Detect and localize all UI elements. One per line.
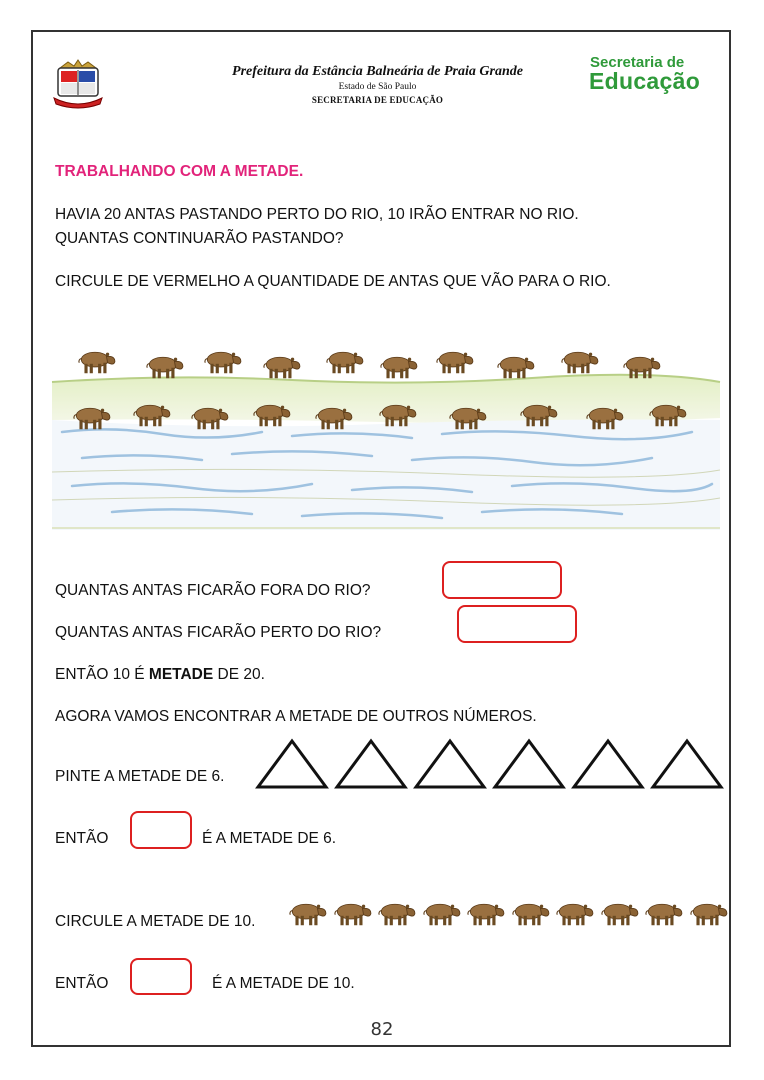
tapir-icon	[286, 899, 328, 928]
triangle-shape[interactable]	[414, 739, 486, 789]
tapir-icon	[433, 347, 475, 376]
tapir-icon	[494, 352, 536, 381]
tapir-icon	[553, 899, 595, 928]
triangle-shape[interactable]	[651, 739, 723, 789]
triangle-shape[interactable]	[572, 739, 644, 789]
answer-box-near-river[interactable]	[457, 605, 577, 643]
prefecture-title: Prefeitura da Estância Balneária de Praia Grande	[232, 64, 523, 79]
question-near-river: QUANTAS ANTAS FICARÃO PERTO DO RIO?	[55, 624, 382, 641]
brand-line1: Secretaria de	[590, 54, 685, 71]
tapir-icon	[70, 403, 112, 432]
tapir-icon	[75, 347, 117, 376]
conclusion-post: DE 20.	[213, 666, 265, 683]
tapir-icon	[620, 352, 662, 381]
city-coat-of-arms-icon	[50, 58, 106, 110]
then-label-1: ENTÃO	[55, 830, 109, 847]
worksheet-heading: TRABALHANDO COM A METADE.	[55, 163, 304, 180]
brand-line2: Educação	[589, 68, 701, 94]
answer-box-outside-river[interactable]	[442, 561, 562, 599]
tapir-icon	[509, 899, 551, 928]
tapir-icon	[201, 347, 243, 376]
half-of-6-text: É A METADE DE 6.	[202, 830, 337, 847]
tapir-icon	[260, 352, 302, 381]
tapir-icon	[250, 400, 292, 429]
tapir-icon	[323, 347, 365, 376]
tapir-icon	[646, 400, 688, 429]
paint-half-of-6: PINTE A METADE DE 6.	[55, 768, 225, 785]
tapir-icon	[130, 400, 172, 429]
tapir-icon	[375, 899, 417, 928]
tapir-icon	[377, 352, 419, 381]
conclusion-bold: METADE	[148, 666, 214, 683]
tapir-icon	[143, 352, 185, 381]
tapir-icon	[558, 347, 600, 376]
tapir-icon	[642, 899, 684, 928]
intro-other-numbers: AGORA VAMOS ENCONTRAR A METADE DE OUTROS NÚMEROS.	[55, 708, 537, 725]
problem-line-1: HAVIA 20 ANTAS PASTANDO PERTO DO RIO, 10 IRÃO ENTRAR NO RIO.	[55, 206, 579, 223]
tapir-icon	[464, 899, 506, 928]
triangle-shape[interactable]	[335, 739, 407, 789]
conclusion-pre: ENTÃO 10 É	[55, 666, 149, 683]
conclusion-text	[55, 666, 265, 684]
tapir-icon	[331, 899, 373, 928]
tapir-icon	[188, 403, 230, 432]
state-name: Estado de São Paulo	[338, 82, 417, 92]
tapir-icon	[420, 899, 462, 928]
tapir-icon	[598, 899, 640, 928]
triangle-shape[interactable]	[256, 739, 328, 789]
tapir-icon	[446, 403, 488, 432]
answer-box-half-10[interactable]	[130, 958, 192, 995]
half-of-10-text: É A METADE DE 10.	[212, 975, 355, 992]
circle-half-of-10: CIRCULE A METADE DE 10.	[55, 913, 256, 930]
secretary-name: SECRETARIA DE EDUCAÇÃO	[311, 95, 444, 105]
tapir-icon	[583, 403, 625, 432]
tapir-icon	[312, 403, 354, 432]
then-label-2: ENTÃO	[55, 975, 109, 992]
tapir-icon	[376, 400, 418, 429]
question-outside-river: QUANTAS ANTAS FICARÃO FORA DO RIO?	[55, 582, 371, 599]
answer-box-half-6[interactable]	[130, 811, 192, 849]
problem-line-2: QUANTAS CONTINUARÃO PASTANDO?	[55, 230, 344, 247]
tapir-icon	[517, 400, 559, 429]
page-number: 82	[370, 1019, 394, 1040]
triangle-shape[interactable]	[493, 739, 565, 789]
tapir-icon	[687, 899, 729, 928]
instruction-text: CIRCULE DE VERMELHO A QUANTIDADE DE ANTAS QUE VÃO PARA O RIO.	[55, 273, 611, 290]
